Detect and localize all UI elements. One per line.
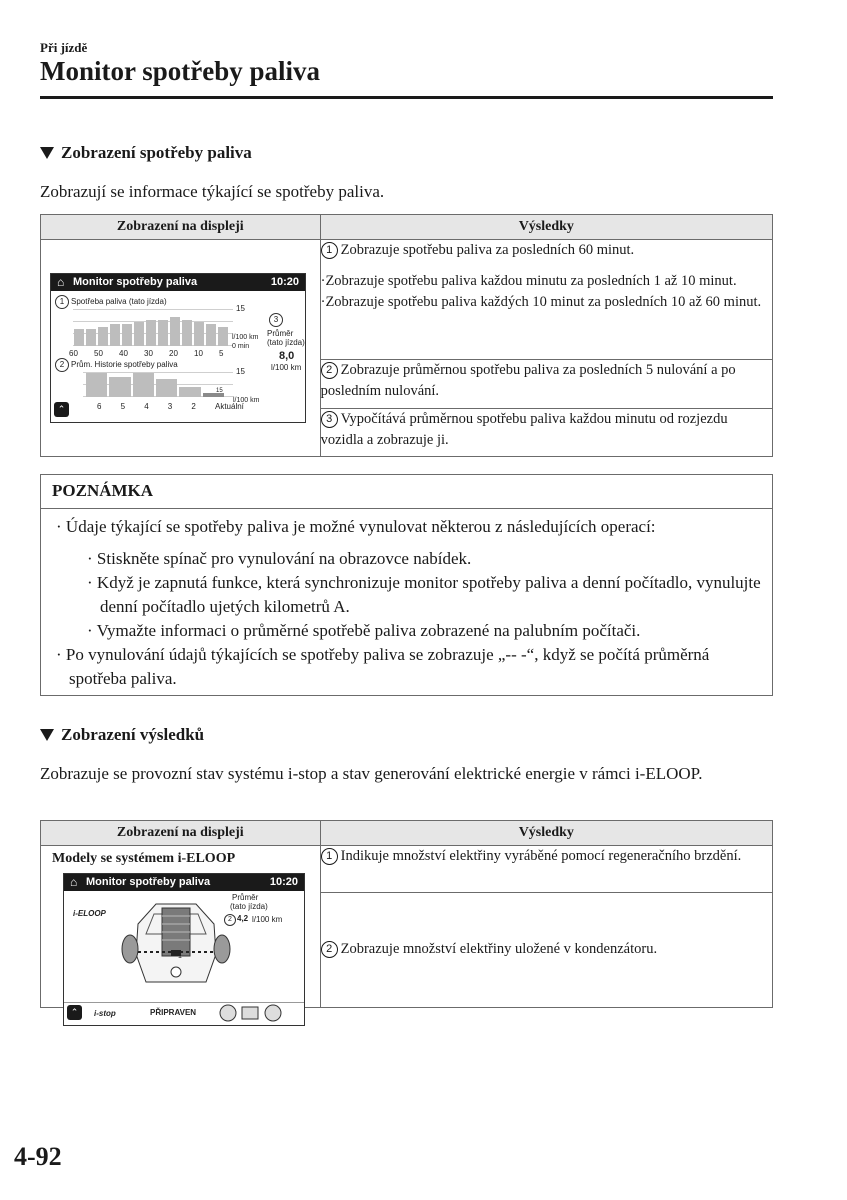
note-box: [40, 474, 773, 696]
chart1-bar: [218, 327, 228, 346]
chart2-bar: [133, 373, 154, 397]
chart1-tick: 60: [69, 349, 78, 358]
models-label: Modely se systémem i-ELOOP: [52, 851, 236, 866]
result-row-2: [320, 360, 772, 408]
avg2-unit: l/100 km: [252, 915, 283, 924]
chart2-tick: 2: [191, 402, 196, 411]
chart1-bar: [194, 322, 204, 346]
note-body: [54, 515, 762, 691]
circled-2-icon: 2: [321, 362, 338, 379]
col-header-display: Zobrazení na displeji: [41, 215, 321, 240]
chart1-tick: 30: [144, 349, 153, 358]
result-2-text: Zobrazuje průměrnou spotřebu paliva za posledních 5 nulování a po posledním nulování.: [320, 362, 736, 400]
breadcrumb: Při jízdě: [40, 40, 88, 55]
steering-icon: [220, 1005, 236, 1021]
chart1-tick: 10: [194, 349, 203, 358]
result-1: [321, 240, 772, 261]
chart2-tick: 5: [120, 402, 126, 411]
note-sub-2-text: Když je zapnutá funkce, která synchronizuje monitor spotřeby paliva a denní počítadlo, vynulujte denní počítadlo ujetých kilometrů A.: [96, 573, 761, 616]
col-header-results: Výsledky: [320, 215, 772, 240]
chart1-bar: [182, 320, 192, 346]
chart1-bar: [86, 329, 96, 346]
note-sub-1-text: Stiskněte spínač pro vynulování na obrazovce nabídek.: [96, 549, 472, 568]
chart1-tick: 20: [169, 349, 178, 358]
section-fuel-intro: Zobrazují se informace týkající se spotřeby paliva.: [40, 182, 385, 201]
chart2-bar: [156, 379, 177, 397]
result2-row-1: [320, 846, 772, 893]
ac-icon: [265, 1005, 281, 1021]
chart1-bar: [170, 317, 180, 346]
avg-label: Průměr: [267, 329, 294, 338]
circled-3-icon: 3: [321, 411, 338, 428]
circled-2-icon-2: 2: [321, 941, 338, 958]
note-header: [41, 475, 772, 509]
chart1-bar: [74, 329, 84, 346]
callout-1-icon: 1: [55, 295, 69, 309]
car-top-view-icon: [116, 894, 236, 986]
chart2-bar: [109, 377, 130, 397]
fuel-display-cell: [41, 240, 321, 457]
chart1-bar: [122, 324, 132, 346]
callout-1-label: 1: [178, 953, 182, 960]
result-1-sub-1: ·Zobrazuje spotřebu paliva každou minutu za posledních 1 až 10 minut.: [320, 273, 737, 289]
chart1-label: Spotřeba paliva (tato jízda): [71, 297, 167, 306]
avg2-value: 4,2: [237, 914, 249, 923]
page-number: 4-92: [14, 1142, 62, 1171]
result-row-1: [320, 240, 772, 360]
avg2-label: Průměr: [232, 893, 259, 902]
screen-title: Monitor spotřeby paliva: [73, 276, 198, 288]
avg2-sub: (tato jízda): [230, 902, 268, 911]
fuel-monitor-screen: [50, 273, 306, 423]
note-sub-3-text: Vymažte informaci o průměrné spotřebě paliva zobrazené na palubním počítači.: [96, 621, 641, 640]
section-heading-fuel: [40, 143, 252, 163]
note-sub-2: · Když je zapnutá funkce, která synchronizuje monitor spotřeby paliva a denní počítadlo, vynulujte denní počítadlo ujetých kilometrů A.: [87, 573, 761, 616]
chart2-bar: [86, 373, 107, 397]
title-rule: [40, 96, 773, 99]
eloop-monitor-screen: [63, 873, 305, 1026]
note-sub-3: · Vymažte informaci o průměrné spotřebě paliva zobrazené na palubním počítači.: [87, 621, 641, 640]
note-bullet-1-text: Údaje týkající se spotřeby paliva je možné vynulovat některou z následujících operací:: [65, 517, 656, 536]
screen2-clock: 10:20: [269, 876, 298, 888]
callout-2-icon: 2: [55, 358, 69, 372]
callout-3-icon: 3: [269, 313, 283, 327]
chart2-small-label: 15: [216, 388, 223, 394]
chart1-bar: [98, 327, 108, 346]
chart1-scale-top: 15: [236, 304, 245, 313]
screen-title-bar: [51, 274, 305, 291]
nav-up-button-2[interactable]: ⌃: [67, 1005, 82, 1020]
result-row-3: [320, 408, 772, 456]
home-icon: ⌂: [57, 275, 65, 289]
section-heading-results: [40, 725, 204, 745]
avg-sub: (tato jízda): [267, 338, 305, 347]
note-heading: POZNÁMKA: [52, 481, 154, 500]
avg-value: 8,0: [279, 350, 295, 362]
chart2-tick: 3: [167, 402, 173, 411]
section-heading-results-text: Zobrazení výsledků: [61, 725, 205, 744]
chart1-bar: [134, 322, 144, 346]
section-results-intro: Zobrazuje se provozní stav systému i-stop a stav generování elektrické energie v rámci i-ELOOP.: [40, 764, 703, 783]
chart1-unit: l/100 km: [232, 334, 259, 341]
chart2-bar: [179, 387, 200, 397]
status-icons: [218, 1003, 284, 1023]
eloop-label: i-ELOOP: [73, 909, 106, 918]
page-title: Monitor spotřeby paliva: [40, 56, 321, 86]
screen-clock: 10:20: [270, 276, 299, 288]
nav-up-button[interactable]: ⌃: [54, 402, 69, 417]
chart2-label: Prům. Historie spotřeby paliva: [71, 360, 178, 369]
eloop-display-cell: [41, 846, 321, 1018]
result2-1-text: Indikuje množství elektřiny vyráběné pomocí regeneračního brzdění.: [340, 848, 742, 864]
battery-icon: [242, 1007, 258, 1019]
result-1-sub-2: ·Zobrazuje spotřebu paliva každých 10 minut za posledních 10 až 60 minut.: [320, 294, 762, 310]
result2-row-2: [320, 892, 772, 1007]
chart2-tick: 6: [97, 402, 102, 411]
chart2-unit: l/100 km: [233, 397, 260, 404]
circled-1-icon-2: 1: [321, 848, 338, 865]
fuel-table: [40, 214, 773, 457]
home-icon-2: ⌂: [70, 875, 78, 889]
result-3-text: Vypočítává průměrnou spotřebu paliva každou minutu od rozjezdu vozidla a zobrazuje ji.: [320, 410, 728, 448]
chart1-tick: 40: [119, 349, 128, 358]
result2-2-text: Zobrazuje množství elektřiny uložené v kondenzátoru.: [340, 941, 658, 958]
col-header-display-2: Zobrazení na displeji: [41, 821, 321, 846]
chart2-scale-top: 15: [236, 367, 245, 376]
note-bullet-1: · Údaje týkající se spotřeby paliva je možné vynulovat některou z následujících operací:: [56, 517, 656, 536]
result-1-text: Zobrazuje spotřebu paliva za posledních 60 minut.: [340, 242, 635, 258]
avg-unit: l/100 km: [271, 363, 302, 372]
callout-2-circle: 2: [224, 914, 236, 926]
chart1-tick: 50: [94, 349, 103, 358]
note-bullet-2: · Po vynulování údajů týkajících se spotřeby paliva se zobrazuje „-- -“, když se počítá průměrná spotřeba paliva.: [56, 645, 710, 688]
chart1-zero: 0 min: [232, 343, 250, 350]
circled-1-icon: 1: [321, 242, 338, 259]
eloop-table: [40, 820, 773, 1018]
status-label: PŘIPRAVEN: [150, 1008, 197, 1017]
chart2-tick: 4: [144, 402, 149, 411]
section-heading-fuel-text: Zobrazení spotřeby paliva: [61, 143, 252, 162]
note-bullet-2-text: Po vynulování údajů týkajících se spotřeby paliva se zobrazuje „-- -“, když se počítá průměrná spotřeba paliva.: [65, 645, 710, 688]
chart1-bar: [146, 320, 156, 346]
screen2-title-bar: [64, 874, 304, 891]
triangle-down-icon: [40, 729, 54, 741]
chart1-bar: [206, 324, 216, 346]
col-header-results-2: Výsledky: [320, 821, 772, 846]
chart2-tick: Aktuální: [215, 402, 244, 411]
istop-label: i-stop: [94, 1009, 116, 1018]
note-sub-1: · Stiskněte spínač pro vynulování na obrazovce nabídek.: [87, 549, 472, 568]
chart1-bar: [158, 320, 168, 346]
triangle-down-icon: [40, 147, 54, 159]
chart1-tick: 5: [219, 349, 224, 358]
screen2-title: Monitor spotřeby paliva: [86, 876, 211, 888]
chart1-bar: [110, 324, 120, 346]
